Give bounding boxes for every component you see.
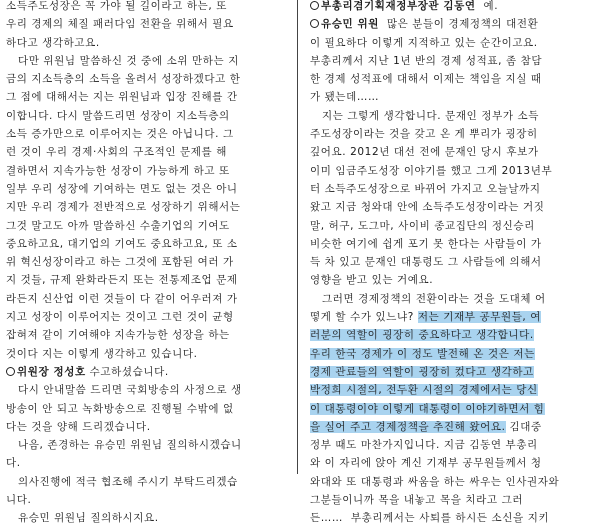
highlighted-text: 박정희 시절의, 전두환 시절의 경제에서는 당신 — [310, 384, 538, 397]
paragraph-line: 라든지 신산업 이런 것들이 다 같이 어우러져 가 — [6, 292, 238, 305]
speaker-line — [310, 15, 596, 33]
paragraph-line: 일부 우리 성장에 기여하는 면도 없는 것은 아니 — [6, 182, 238, 195]
paragraph-line: 지는 그렇게 생각합니다. 문재인 정부가 소득 — [322, 109, 539, 122]
paragraph-line: 중요하고요, 대기업의 기여도 중요하고요, 또 소 — [6, 237, 238, 250]
speaker-text: 수고하셨습니다. — [85, 365, 169, 378]
paragraph-line: 와 이 자리에 앉아 계신 기재부 공무원들께서 청 — [310, 457, 542, 470]
paragraph-line: 왔고 지금 청와대 안에 소득주도성장이라는 거짓 — [310, 201, 545, 214]
highlighted-text: 을 실어 주고 경제정책을 추진해 왔어요. — [310, 420, 506, 433]
paragraph-line: 지고 성장이 이루어지는 것이고 그런 것이 균형 — [6, 311, 234, 324]
paragraph-line: 득 차 있고 문재인 대통령도 그 사람들에 의해서 — [310, 256, 542, 269]
speaker-name: 유승민 위원 — [321, 18, 379, 31]
paragraph-line: 그러면 경제정책의 전환이라는 것을 도대체 어 — [322, 292, 546, 305]
paragraph-line: 그것 말고도 아까 말씀하신 수출기업의 기여도 — [6, 219, 230, 232]
paragraph-line: 깊어요. 2012년 대선 전에 문재인 당시 후보가 — [310, 146, 539, 159]
paragraph-line: 나음, 존경하는 유승민 위원님 질의하시겠습니 — [18, 439, 242, 452]
paragraph-line: 것이다 지는 이렇게 생각하고 있습니다. — [6, 347, 198, 360]
speaker-line — [310, 0, 596, 15]
highlighted-text: 러분의 역할이 굉장히 중요하다고 생각합니다. — [310, 329, 534, 342]
paragraph-line: 소득 증가만으로 이루어지는 것은 아닙니다. 그 — [6, 128, 234, 141]
paragraph-line: 이 필요하다 이렇게 지적하고 있는 순간이고요. — [310, 36, 538, 49]
paragraph-line: 다. — [6, 457, 21, 470]
speaker-name: 위원장 정성호 — [17, 365, 86, 378]
highlighted-text: 우리 한국 경제가 이 정도 발전해 온 것은 저는 — [310, 347, 535, 360]
paragraph-line: 니다. — [6, 494, 32, 507]
paragraph-line — [310, 400, 596, 418]
paragraph-line: 지만 우리 경제가 전반적으로 성장하기 위해서는 — [6, 201, 241, 214]
paragraph-line: 말, 허구, 도그마, 사이비 종교집단의 정신승리 — [310, 219, 535, 232]
column-divider — [297, 0, 298, 474]
paragraph-line — [310, 363, 596, 381]
highlighted-text: 저는 기재부 공무원들, 여 — [417, 311, 542, 324]
paragraph-line: 다만 위원님 말씀하신 것 중에 소위 만하는 지 — [18, 54, 239, 67]
paragraph-line: 우리 경제의 체질 패러다임 전환을 위해서 필요 — [6, 18, 234, 31]
paragraph-line: 와대와 또 대통령과 싸움을 하는 싸우는 인사권자와 — [310, 475, 560, 488]
paragraph-line: 소득주도성장은 꼭 가야 될 길이라고 하는, 또 — [6, 0, 227, 12]
right-column — [310, 0, 596, 528]
paragraph-line: 의사진행에 적극 협조해 주시기 부탁드리겠습 — [18, 475, 238, 488]
paragraph-line: 이합니다. 다시 말씀드리면 성장이 지소득층의 — [6, 109, 230, 122]
paragraph-line: 터 소득주도성장으로 바뀌어 가지고 오늘날까지 — [310, 182, 541, 195]
speaker-circle-icon — [310, 1, 319, 10]
paragraph-line: 한 경제 성적표에 대해서 이제는 책임을 지실 때 — [310, 73, 542, 86]
paragraph-line: 하다고 생각하고요. — [6, 36, 100, 49]
paragraph-line: 지 것들, 규제 완화라든지 또는 전통제조업 문제 — [6, 274, 238, 287]
highlighted-text: 이 대통령이야 이렇게 대통령이 이야기하면서 힘 — [310, 402, 545, 415]
paragraph-line: 그 점에 대해서는 지는 위원님과 입장 진해를 간 — [6, 91, 238, 104]
paragraph-line: 그분들이니까 목을 내놓고 목을 치라고 그러 — [310, 494, 524, 507]
paragraph-line: 금의 지소득층의 소득을 올려서 성장하겠다고 한 — [6, 73, 241, 86]
paragraph-line: 다시 안내말씀 드리면 국회방송의 사정으로 생 — [18, 384, 242, 397]
paragraph-line — [310, 381, 596, 399]
speaker-text: 예. — [475, 0, 499, 12]
paragraph-line: 이미 임금주도성장 이야기를 했고 그게 2013년부 — [310, 164, 553, 177]
paragraph-line: 비슷한 여기에 쉽게 포기 못 한다는 사람들이 가 — [310, 237, 542, 250]
highlighted-text: 경제 관료들의 역할이 굉장히 컸다고 생각하고 — [310, 365, 534, 378]
paragraph-line: 영향을 받고 있는 거예요. — [310, 274, 434, 287]
paragraph-line: 런 것이 우리 경제·사회의 구조적인 문제를 해 — [6, 146, 227, 159]
left-column — [6, 0, 288, 528]
paragraph-line: 든…… 부총리께서는 사퇴를 하시든 소신을 지키 — [310, 512, 550, 525]
paragraph-line: 유승민 위원님 질의하시지요. — [18, 512, 159, 525]
speaker-circle-icon — [6, 367, 15, 376]
paragraph-line: 정부 때도 마찬가지입니다. 지금 김동연 부총리 — [310, 439, 538, 452]
speaker-name: 부총리겸기획재정부장관 김동연 — [321, 0, 476, 12]
paragraph-line: 다는 것을 양해 드리겠습니다. — [6, 420, 151, 433]
paragraph-line: 가 됐는데…… — [310, 91, 380, 104]
paragraph-line: 위 혁신성장이라고 하는 그것에 포함된 여러 가 — [6, 256, 234, 269]
paragraph-line — [310, 345, 596, 363]
speaker-circle-icon — [310, 19, 319, 28]
paragraph-line: 떻게 할 수가 있느냐? 저는 기재부 공무원들, 여 — [310, 311, 542, 324]
paragraph-line: 주도성장이라는 것을 갖고 온 게 뿌리가 굉장히 — [310, 128, 538, 141]
paragraph-line: 을 실어 주고 경제정책을 추진해 왔어요. 김대중 — [310, 420, 542, 433]
speaker-line — [6, 363, 288, 381]
paragraph-line: 방송이 안 되고 녹화방송으로 진행될 수밖에 없 — [6, 402, 234, 415]
speaker-text: 많은 분들이 경제정책의 대전환 — [378, 18, 539, 31]
paragraph-line: 부총리께서 지난 1년 반의 경제 성적표, 좀 참담 — [310, 54, 543, 67]
paragraph-line: 잡혀져 같이 기여해야 지속가능한 성장을 하는 — [6, 329, 230, 342]
paragraph-line: 결하면서 지속가능한 성장이 가능하게 하고 또 — [6, 164, 230, 177]
paragraph-line — [310, 326, 596, 344]
